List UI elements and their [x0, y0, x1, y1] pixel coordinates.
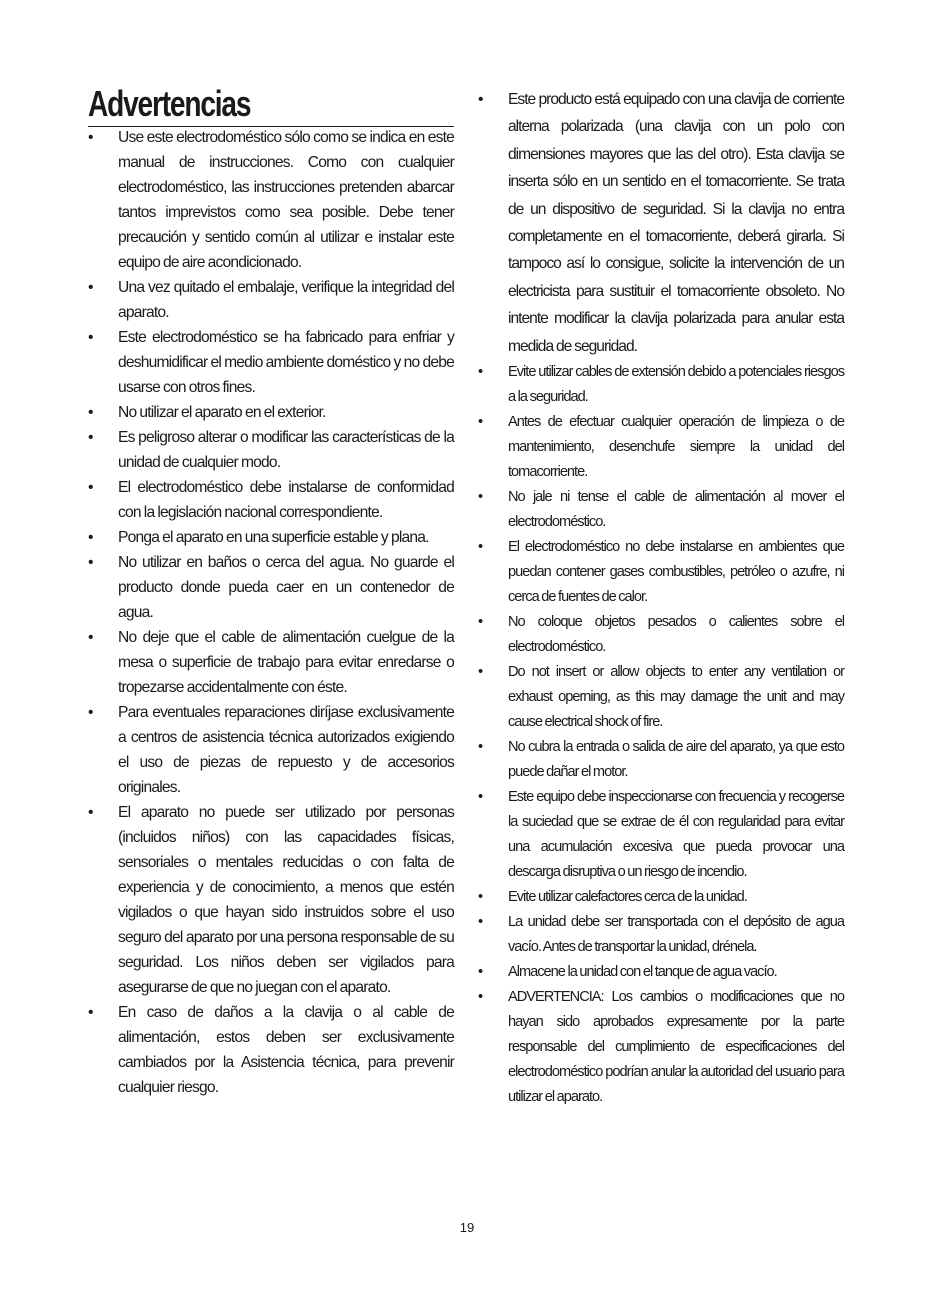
- list-item: [478, 960, 844, 985]
- bullet: •: [478, 789, 483, 806]
- bullet: •: [478, 964, 483, 981]
- bullet: •: [478, 914, 483, 931]
- bullet: •: [88, 479, 93, 496]
- list-item: [88, 275, 454, 325]
- bullet: •: [88, 529, 93, 546]
- left-column-list: [88, 125, 454, 1100]
- list-item: [478, 360, 844, 410]
- bullet: •: [88, 804, 93, 821]
- list-item-text: Ponga el aparato en una superficie estable y plana.: [118, 529, 429, 546]
- bullet: •: [478, 739, 483, 756]
- bullet: •: [478, 664, 483, 681]
- bullet: •: [88, 629, 93, 646]
- list-item: [478, 410, 844, 485]
- list-item: [88, 800, 454, 1000]
- list-item-text: No deje que el cable de alimentación cuelgue de la mesa o superficie de trabajo para evitar enredarse o tropezarse accidentalmente con éste.: [118, 629, 454, 696]
- list-item-text: Evite utilizar calefactores cerca de la unidad.: [508, 889, 747, 906]
- bullet: •: [88, 329, 93, 346]
- bullet: •: [478, 414, 483, 431]
- list-item: [88, 700, 454, 800]
- bullet: •: [478, 364, 483, 381]
- list-item-text: Almacene la unidad con el tanque de agua vacío.: [508, 964, 777, 981]
- list-item: [478, 535, 844, 610]
- list-item-text: El aparato no puede ser utilizado por personas (incluidos niños) con las capacidades físicas, sensoriales o mentales reducidas o con falta de experiencia y de conocimiento, a menos que estén vigilados o que hayan sido instruidos sobre el uso seguro del aparato por una persona responsable de su seguridad. Los niños deben ser vigilados para asegurarse de que no juegan con el aparato.: [118, 804, 454, 996]
- bullet: •: [88, 279, 93, 296]
- list-item: [478, 86, 844, 360]
- list-item: [88, 325, 454, 400]
- list-item-text: Use este electrodoméstico sólo como se indica en este manual de instrucciones. Como con cualquier electrodoméstico, las instrucciones pretenden abarcar tantos imprevistos como sea posible. Debe tener precaución y sentido común al utilizar e instalar este equipo de aire acondicionado.: [118, 129, 454, 271]
- list-item-text: No utilizar el aparato en el exterior.: [118, 404, 326, 421]
- list-item-text: No cubra la entrada o salida de aire del aparato, ya que esto puede dañar el motor.: [508, 739, 844, 781]
- list-item-text: No jale ni tense el cable de alimentación al mover el electrodoméstico.: [508, 489, 844, 531]
- list-item-text: Antes de efectuar cualquier operación de limpieza o de mantenimiento, desenchufe siempre la unidad del tomacorriente.: [508, 414, 844, 481]
- list-item: [478, 610, 844, 660]
- list-item: [478, 985, 844, 1110]
- list-item-text: El electrodoméstico debe instalarse de conformidad con la legislación nacional correspondiente.: [118, 479, 454, 521]
- list-item: [88, 1000, 454, 1100]
- bullet: •: [88, 704, 93, 721]
- page-title: Advertencias: [88, 83, 251, 124]
- list-item-text: Este producto está equipado con una clavija de corriente alterna polarizada (una clavija con un polo con dimensiones mayores que las del otro). Esta clavija se inserta sólo en un sentido en el tomacorriente. Se trata de un dispositivo de seguridad. Si la clavija no entra completamente en el tomacorriente, deberá girarla. Si tampoco así lo consigue, solicite la intervención de un electricista para sustituir el tomacorriente obsoleto. No intente modificar la clavija polarizada para anular esta medida de seguridad.: [508, 91, 844, 355]
- bullet: •: [88, 1004, 93, 1021]
- list-item-text: En caso de daños a la clavija o al cable de alimentación, estos deben ser exclusivamente cambiados por la Asistencia técnica, para prevenir cualquier riesgo.: [118, 1004, 454, 1096]
- list-item: [88, 625, 454, 700]
- list-item-text: ADVERTENCIA: Los cambios o modificaciones que no hayan sido aprobados expresamente por la parte responsable del cumplimiento de especificaciones del electrodoméstico podrían anular la autoridad del usuario para utilizar el aparato.: [508, 989, 844, 1106]
- list-item-text: Es peligroso alterar o modificar las características de la unidad de cualquier modo.: [118, 429, 454, 471]
- list-item: [478, 735, 844, 785]
- list-item-text: El electrodoméstico no debe instalarse en ambientes que puedan contener gases combustibles, petróleo o azufre, ni cerca de fuentes de calor.: [508, 539, 844, 606]
- list-item-text: No utilizar en baños o cerca del agua. No guarde el producto donde pueda caer en un contenedor de agua.: [118, 554, 454, 621]
- bullet: •: [88, 129, 93, 146]
- list-item: [88, 425, 454, 475]
- bullet: •: [478, 614, 483, 631]
- bullet: •: [88, 554, 93, 571]
- list-item: [88, 550, 454, 625]
- bullet: •: [88, 429, 93, 446]
- list-item: [478, 885, 844, 910]
- list-item: [88, 125, 454, 275]
- bullet: •: [88, 404, 93, 421]
- list-item: [88, 475, 454, 525]
- bullet: •: [478, 539, 483, 556]
- bullet: •: [478, 489, 483, 506]
- list-item: [88, 400, 454, 425]
- list-item-text: Este electrodoméstico se ha fabricado para enfriar y deshumidificar el medio ambiente doméstico y no debe usarse con otros fines.: [118, 329, 454, 396]
- right-column-list: [478, 86, 844, 1110]
- bullet: •: [478, 91, 483, 108]
- list-item: [478, 910, 844, 960]
- list-item-text: Para eventuales reparaciones diríjase exclusivamente a centros de asistencia técnica autorizados exigiendo el uso de piezas de repuesto y de accesorios originales.: [118, 704, 454, 796]
- list-item-text: No coloque objetos pesados o calientes sobre el electrodoméstico.: [508, 614, 844, 656]
- list-item: [478, 785, 844, 885]
- page-number: 19: [459, 1220, 475, 1235]
- list-item-text: La unidad debe ser transportada con el depósito de agua vacío. Antes de transportar la unidad, drénela.: [508, 914, 844, 956]
- list-item: [478, 485, 844, 535]
- list-item: [88, 525, 454, 550]
- list-item-text: Evite utilizar cables de extensión debido a potenciales riesgos a la seguridad.: [508, 364, 844, 406]
- list-item: [478, 660, 844, 735]
- list-item-text: Do not insert or allow objects to enter any ventilation or exhaust operning, as this may damage the unit and may cause electrical shock of fire.: [508, 664, 844, 731]
- list-item-text: Este equipo debe inspeccionarse con frecuencia y recogerse la suciedad que se extrae de él con regularidad para evitar una acumulación excesiva que pueda provocar una descarga disruptiva o un riesgo de incendio.: [508, 789, 844, 881]
- bullet: •: [478, 889, 483, 906]
- list-item-text: Una vez quitado el embalaje, verifique la integridad del aparato.: [118, 279, 454, 321]
- bullet: •: [478, 989, 483, 1006]
